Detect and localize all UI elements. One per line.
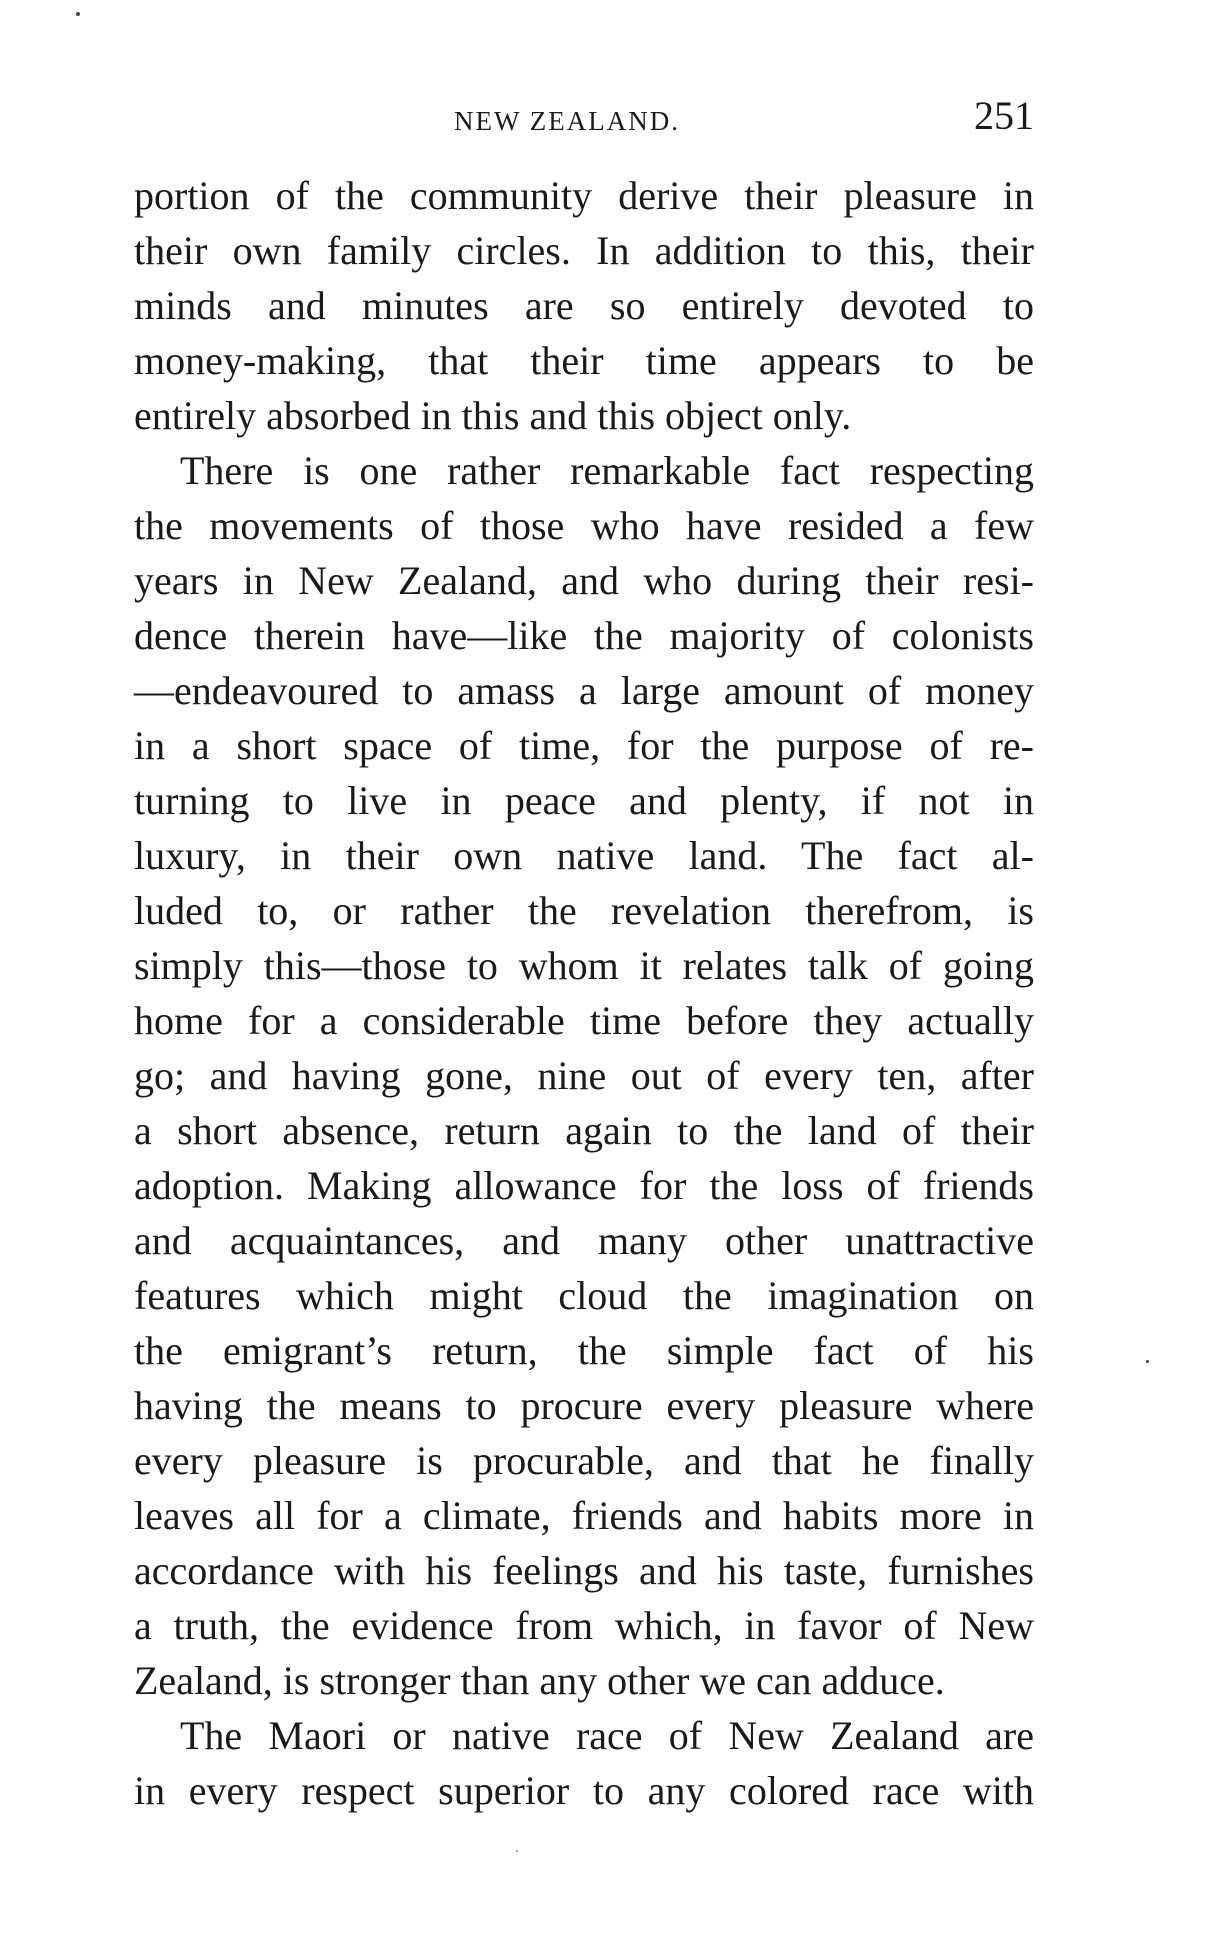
text-line: luded to, or rather the revelation therefrom, is	[134, 888, 1034, 933]
text-line: minds and minutes are so entirely devoted to	[134, 283, 1034, 328]
body-text	[134, 168, 1034, 1818]
text-line: luxury, in their own native land. The fact al-	[134, 833, 1034, 878]
running-title: NEW ZEALAND.	[454, 106, 680, 136]
text-line: The Maori or native race of New Zealand are	[180, 1713, 1034, 1758]
text-line: go; and having gone, nine out of every ten, after	[134, 1053, 1034, 1098]
text-line: —endeavoured to amass a large amount of money	[134, 668, 1034, 713]
text-line: their own family circles. In addition to this, their	[134, 228, 1034, 273]
text-line: adoption. Making allowance for the loss of friends	[134, 1163, 1034, 1208]
text-line: entirely absorbed in this and this object only.	[134, 393, 852, 438]
text-line: the emigrant’s return, the simple fact of his	[134, 1328, 1034, 1373]
page-number: 251	[974, 93, 1034, 138]
page-speck	[76, 12, 80, 16]
text-line: in every respect superior to any colored race with	[134, 1768, 1034, 1813]
text-line: years in New Zealand, and who during their resi-	[134, 558, 1034, 603]
text-line: in a short space of time, for the purpose of re-	[134, 723, 1034, 768]
text-line: turning to live in peace and plenty, if not in	[134, 778, 1034, 823]
page-speck	[1146, 1360, 1149, 1363]
text-line: accordance with his feelings and his taste, furnishes	[134, 1548, 1034, 1593]
text-line: and acquaintances, and many other unattractive	[134, 1218, 1034, 1263]
text-line: leaves all for a climate, friends and habits more in	[134, 1493, 1034, 1538]
text-line: There is one rather remarkable fact respecting	[180, 448, 1034, 493]
text-line: Zealand, is stronger than any other we can adduce.	[134, 1658, 945, 1703]
text-line: home for a considerable time before they actually	[134, 998, 1034, 1043]
text-line: every pleasure is procurable, and that he finally	[134, 1438, 1034, 1483]
text-line: the movements of those who have resided a few	[134, 503, 1034, 548]
text-line: simply this—those to whom it relates talk of going	[134, 943, 1034, 988]
text-line: a short absence, return again to the land of their	[134, 1108, 1034, 1153]
text-line: features which might cloud the imagination on	[134, 1273, 1034, 1318]
text-line: a truth, the evidence from which, in favor of New	[134, 1603, 1034, 1648]
text-line: portion of the community derive their pleasure in	[134, 173, 1034, 218]
running-head	[134, 92, 1034, 142]
text-line: having the means to procure every pleasure where	[134, 1383, 1034, 1428]
text-line: dence therein have—like the majority of colonists	[134, 613, 1034, 658]
page-speck	[516, 1850, 518, 1852]
text-line: money-making, that their time appears to be	[134, 338, 1034, 383]
